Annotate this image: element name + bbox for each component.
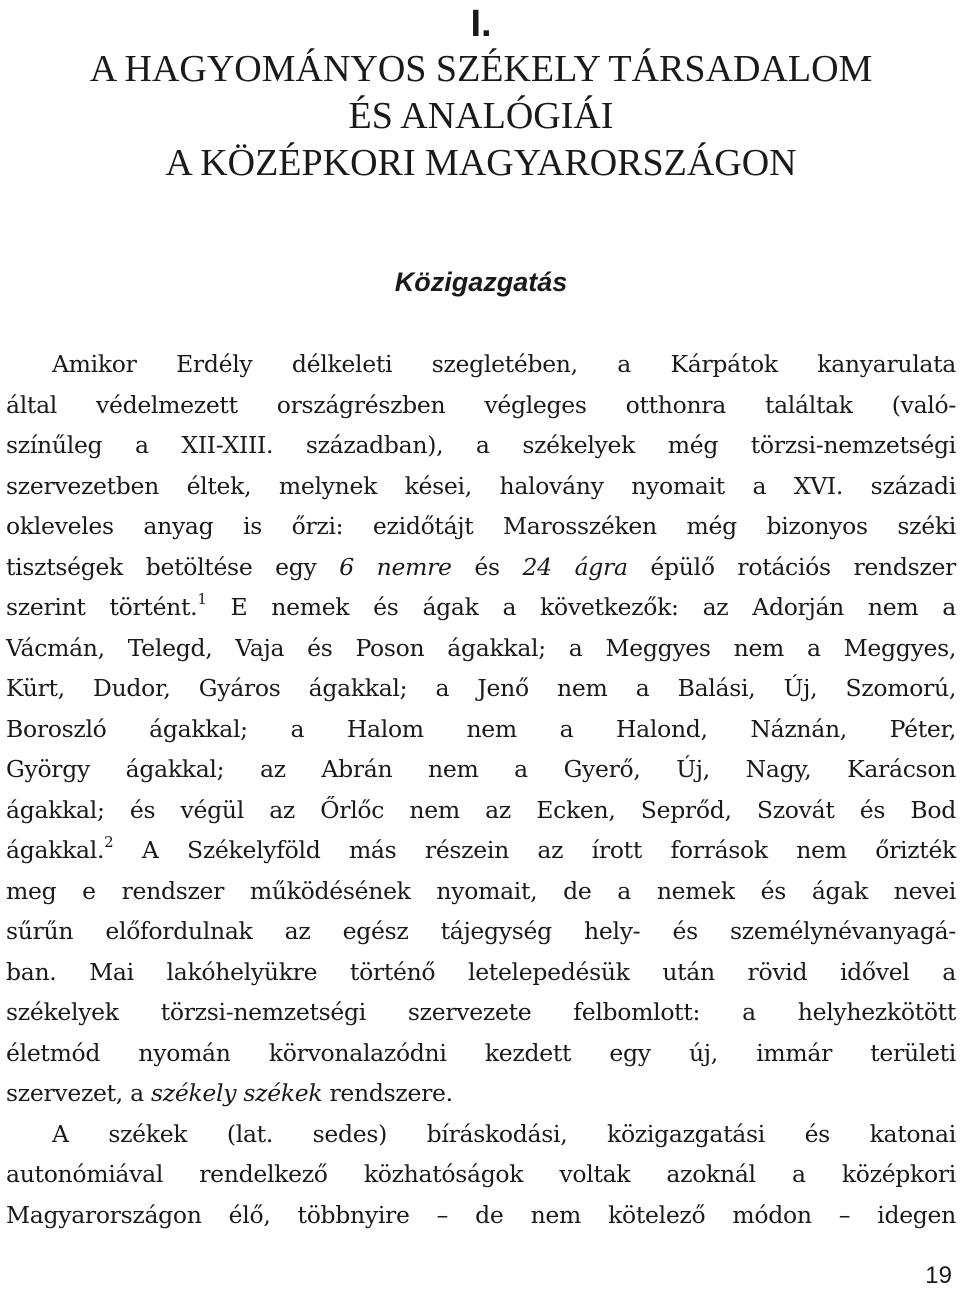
footnote-marker: 1 xyxy=(197,590,207,608)
text-line: székelyek törzsi-nemzetségi szervezete felbomlott: a helyhezkötött xyxy=(6,998,956,1026)
paragraph xyxy=(6,344,956,1114)
italic-term: 24 ágra xyxy=(522,552,628,581)
text-line: Magyarországon élő, többnyire – de nem kötelező módon – idegen xyxy=(6,1200,956,1229)
text-run: épülő rotációs rendszer xyxy=(627,552,956,581)
text-run: E nemek és ágak a következők: az Adorján nem a xyxy=(206,593,956,621)
text-run: A Székelyföld más részein az írott források nem őrizték xyxy=(113,836,956,864)
text-run: és xyxy=(451,552,523,581)
text-line xyxy=(6,1073,956,1114)
book-page xyxy=(6,0,956,1295)
text-line: életmód nyomán körvonalazódni kezdett egy új, immár területi xyxy=(6,1038,956,1067)
chapter-title-line: A HAGYOMÁNYOS SZÉKELY TÁRSADALOM xyxy=(89,48,873,90)
text-run: tisztségek betöltése egy xyxy=(6,552,340,581)
text-line: A székek (lat. sedes) bíráskodási, közigazgatási és katonai xyxy=(52,1119,956,1148)
text-line: ágakkal; és végül az Őrlőc nem az Ecken, Seprőd, Szovát és Bod xyxy=(6,795,956,824)
text-line: által védelmezett országrészben végleges otthonra találtak (való- xyxy=(6,390,956,419)
italic-term: székely székek xyxy=(151,1079,323,1107)
text-line: Kürt, Dudor, Gyáros ágakkal; a Jenő nem a Balási, Új, Szomorú, xyxy=(6,674,956,702)
text-line: színűleg a XII-XIII. században), a székelyek még törzsi-nemzetségi xyxy=(6,431,956,459)
text-line: okleveles anyag is őrzi: ezidőtájt Marosszéken még bizonyos széki xyxy=(6,512,956,540)
italic-term: 6 nemre xyxy=(339,552,452,581)
text-line: Vácmán, Telegd, Vaja és Poson ágakkal; a Meggyes nem a Meggyes, xyxy=(6,633,956,662)
chapter-title-line: A KÖZÉPKORI MAGYARORSZÁGON xyxy=(165,142,797,184)
text-line: szervezetben éltek, melynek kései, halovány nyomait a XVI. századi xyxy=(6,471,956,500)
paragraph xyxy=(6,1114,956,1236)
text-line: meg e rendszer működésének nyomait, de a nemek és ágak nevei xyxy=(6,876,956,905)
page-number: 19 xyxy=(925,1262,952,1289)
text-line: autonómiával rendelkező közhatóságok voltak azoknál a középkori xyxy=(6,1160,956,1188)
text-line xyxy=(6,587,956,628)
text-line: Boroszló ágakkal; a Halom nem a Halond, Náznán, Péter, xyxy=(6,714,956,743)
text-run: ágakkal. xyxy=(6,836,105,864)
text-line: sűrűn előfordulnak az egész tájegység hely- és személynévanyagá- xyxy=(6,917,956,945)
text-line xyxy=(6,547,956,588)
chapter-number: I. xyxy=(470,3,492,45)
text-line xyxy=(6,830,956,871)
footnote-marker: 2 xyxy=(104,833,114,851)
text-run: szerint történt. xyxy=(6,593,198,621)
text-run: rendszere. xyxy=(322,1079,453,1107)
body-text xyxy=(6,344,956,1235)
chapter-title-line: ÉS ANALÓGIÁI xyxy=(348,95,614,137)
text-line: ban. Mai lakóhelyükre történő letelepedésük után rövid idővel a xyxy=(6,957,956,986)
text-line: György ágakkal; az Abrán nem a Gyerő, Új, Nagy, Karácson xyxy=(6,755,956,783)
text-run: szervezet, a xyxy=(6,1079,152,1107)
section-heading: Közigazgatás xyxy=(394,267,568,297)
text-line: Amikor Erdély délkeleti szegletében, a Kárpátok kanyarulata xyxy=(52,350,956,378)
chapter-title xyxy=(6,46,956,187)
